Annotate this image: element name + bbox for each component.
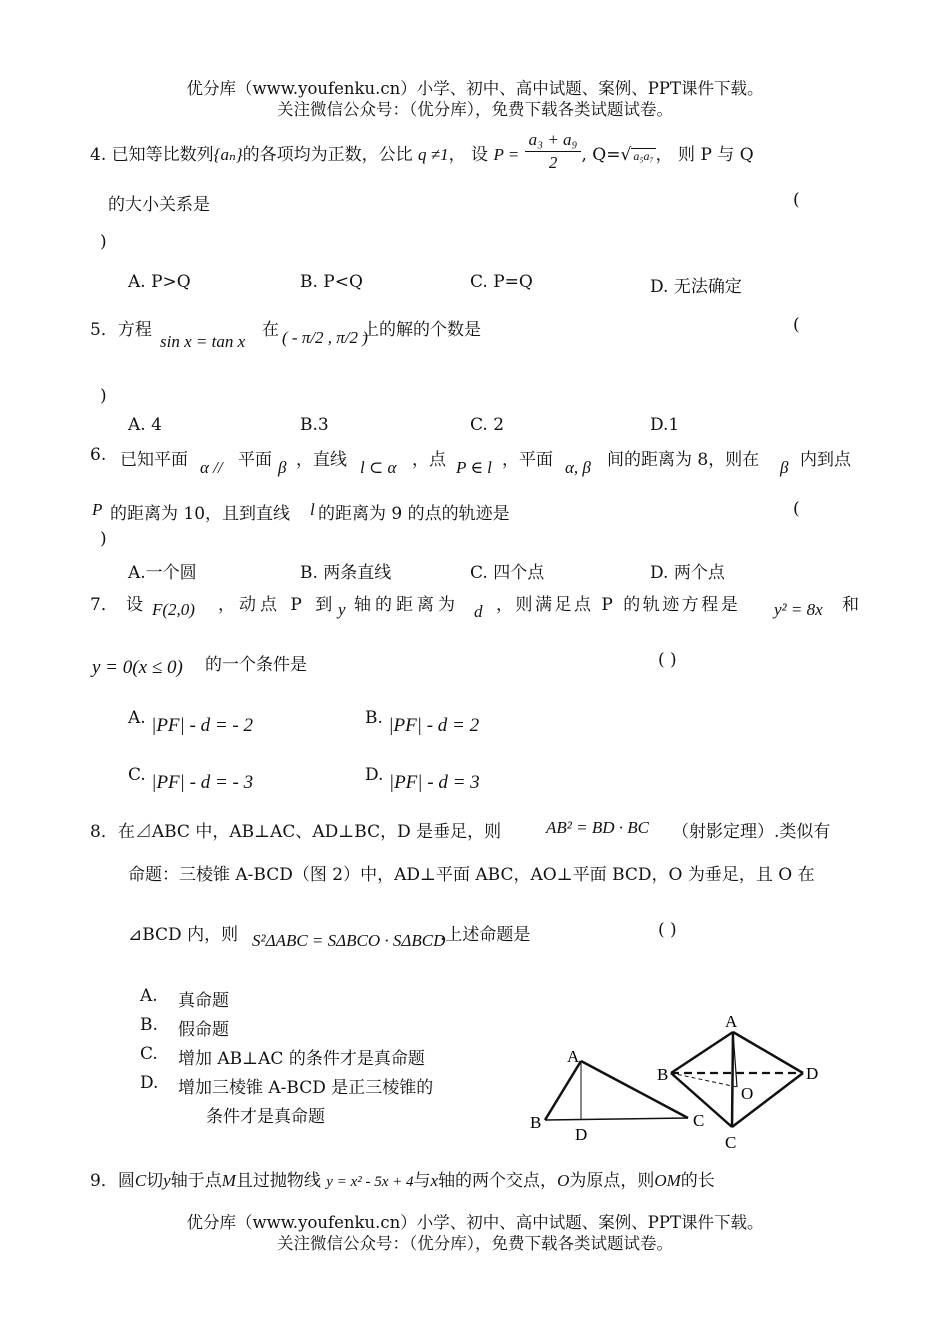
- q8-line-2: 命题：三棱锥 A-BCD（图 2）中，AD⊥平面 ABC，AO⊥平面 BCD，O 为垂足，且 O 在: [128, 865, 815, 885]
- q6-text-3: ，直线: [296, 450, 347, 470]
- q7-option-a-label: A.: [128, 708, 146, 728]
- q6-paren-open: (: [793, 499, 800, 519]
- q4-frac-den: 2: [548, 153, 558, 172]
- tetrahedron-figure: [657, 1012, 818, 1152]
- q7-d: d: [474, 602, 483, 621]
- q6-option-c: C. 四个点: [470, 563, 545, 583]
- tri-edge-ab: [545, 1061, 581, 1120]
- q6-beta: β: [278, 458, 287, 477]
- q8-option-a: [140, 986, 229, 1011]
- q8-eq2: S²ΔABC = SΔBCO · SΔBCD: [252, 931, 446, 950]
- q4-ratio-condition: q ≠1: [418, 145, 449, 164]
- q6-beta-2: β: [780, 458, 789, 477]
- q6-paren-close: ): [100, 529, 107, 549]
- q8-option-c: [140, 1044, 425, 1069]
- q4-sqrt: a₅a₇: [633, 149, 654, 163]
- q7-option-c: [128, 764, 254, 793]
- q7-option-b: [365, 707, 480, 736]
- q4-q-def: , Q=: [581, 145, 621, 165]
- q4-text-2: 的各项均为正数，公比: [242, 145, 413, 165]
- question-9: [90, 1166, 715, 1191]
- q6-text-1: 已知平面: [120, 450, 188, 470]
- q9-om: OM: [654, 1171, 681, 1190]
- q7-text-2: ，动点 P 到: [218, 595, 337, 615]
- tri-label-a: A: [567, 1047, 580, 1066]
- tri-label-b: B: [530, 1113, 542, 1132]
- q5-text-3: 上的解的个数是: [362, 320, 481, 340]
- q8-text-2: （射影定理）.类似有: [672, 822, 831, 842]
- q4-option-c: C. P=Q: [470, 272, 533, 292]
- tet-label-b: B: [657, 1065, 669, 1084]
- q8-option-c-text: 增加 AB⊥AC 的条件才是真命题: [178, 1049, 425, 1069]
- q9-parabola: y = x² - 5x + 4: [326, 1174, 414, 1190]
- q8-option-a-text: 真命题: [178, 991, 229, 1011]
- tet-edge-ad: [733, 1032, 803, 1073]
- q7-text-6: 的一个条件是: [205, 655, 307, 675]
- q8-eq1: AB² = BD · BC: [546, 818, 649, 837]
- q5-paren-open: (: [793, 315, 800, 335]
- q7-text-1: 设: [126, 595, 143, 615]
- q8-text-1: 在⊿ABC 中，AB⊥AC、AD⊥BC，D 是垂足，则: [117, 822, 502, 842]
- q9-c: C: [134, 1171, 147, 1190]
- q6-l2: l: [310, 500, 315, 519]
- q7-option-a-expr: |PF| - d = - 2: [151, 715, 253, 736]
- q4-line-2: 的大小关系是: [108, 195, 210, 215]
- q4-paren-close: ): [100, 232, 107, 252]
- q8-option-c-label: C.: [140, 1044, 158, 1064]
- q7-y: y: [338, 600, 346, 619]
- q9-number: 9．: [90, 1171, 118, 1191]
- q7-option-a: [128, 707, 253, 736]
- q7-option-d: [365, 764, 480, 793]
- q9-text-2: 切: [146, 1171, 164, 1191]
- header-line-2: 关注微信公众号：（优分库），免费下载各类试题试卷。: [277, 100, 673, 119]
- q6-line-l: l ⊂ α: [360, 458, 397, 477]
- q5-equation: sin x = tan x: [160, 332, 246, 351]
- q6-option-a: A.一个圆: [128, 563, 197, 583]
- q8-option-b-text: 假命题: [178, 1020, 229, 1040]
- q6-line-2: 的距离为 10，且到直线: [110, 504, 291, 524]
- q5-interval: ( - π/2 , π/2 ): [282, 328, 368, 347]
- q9-x: x: [430, 1171, 439, 1190]
- footer-line-1: 优分库（www.youfenku.cn）小学、初中、高中试题、案例、PPT课件下载。: [186, 1213, 764, 1232]
- q6-line-2b: 的距离为 9 的点的轨迹是: [318, 504, 510, 524]
- q7-option-b-expr: |PF| - d = 2: [388, 715, 480, 736]
- tri-label-d: D: [575, 1125, 588, 1144]
- q9-text-4: 且过抛物线: [235, 1171, 321, 1191]
- q8-line-1: [90, 817, 501, 842]
- q8-option-b: [140, 1015, 229, 1040]
- tet-label-d: D: [806, 1064, 819, 1083]
- q5-text: 方程: [117, 320, 152, 340]
- q8-option-d-label: D.: [140, 1073, 159, 1093]
- q6-text-5: ，平面: [502, 450, 553, 470]
- q7-option-c-expr: |PF| - d = - 3: [151, 772, 254, 793]
- q6-number: 6.: [90, 445, 107, 465]
- q8-figure: [525, 1005, 835, 1155]
- q6-p: P: [92, 500, 103, 519]
- q6-text-2: 平面: [238, 450, 272, 470]
- q4-p-var: P =: [493, 145, 520, 164]
- q6-option-b: B. 两条直线: [300, 563, 392, 583]
- q7-focus: F(2,0): [152, 600, 195, 619]
- q5-text-2: 在: [262, 320, 279, 340]
- q5-number: 5．: [90, 320, 118, 340]
- q4-fraction: [525, 129, 582, 174]
- q9-m: M: [221, 1171, 236, 1190]
- tet-segment-bo: [671, 1073, 737, 1087]
- q9-text-6: 轴的两个交点，: [438, 1171, 558, 1191]
- q7-text-4: ，则满足点 P 的轨迹方程是: [496, 595, 741, 615]
- tri-label-c: C: [693, 1111, 705, 1130]
- tet-label-c: C: [725, 1133, 737, 1152]
- q7-option-b-label: B.: [365, 708, 383, 728]
- q6-option-d: D. 两个点: [650, 563, 725, 583]
- q7-eq1: y² = 8x: [774, 600, 823, 619]
- q8-option-d: [140, 1073, 434, 1098]
- q9-text-5: 与: [413, 1171, 431, 1191]
- tri-edge-ac: [581, 1061, 688, 1118]
- q6-alpha: α //: [200, 458, 223, 477]
- q4-option-d: D. 无法确定: [650, 277, 742, 297]
- q9-text-7: 为原点，则: [569, 1171, 655, 1191]
- q4-option-b: B. P<Q: [300, 272, 363, 292]
- footer-line-2: 关注微信公众号：（优分库），免费下载各类试题试卷。: [277, 1234, 673, 1253]
- q7-text-5: 和: [842, 595, 859, 615]
- q8-option-d-cont: 条件才是真命题: [206, 1107, 325, 1127]
- q8-option-a-label: A.: [140, 986, 158, 1006]
- q5-option-d: D.1: [650, 415, 680, 435]
- q7-option-d-label: D.: [365, 765, 384, 785]
- tri-edge-bc: [545, 1118, 688, 1120]
- q9-text-1: 圆: [117, 1171, 135, 1191]
- header-line-1: 优分库（www.youfenku.cn）小学、初中、高中试题、案例、PPT课件下载。: [186, 79, 764, 98]
- tet-edge-ac: [732, 1032, 733, 1127]
- q6-point-p: P ∈ l: [456, 458, 492, 477]
- q6-text-4: ，点: [412, 450, 446, 470]
- q5-line-1: [90, 315, 152, 340]
- q7-number: 7．: [90, 595, 118, 615]
- q4-number: 4.: [90, 145, 107, 165]
- q9-o: O: [557, 1171, 570, 1190]
- q6-text-7: 内到点: [800, 450, 851, 470]
- q4-text-3: ， 设: [448, 145, 489, 165]
- q6-alpha-beta: α, β: [565, 458, 591, 477]
- q5-paren-close: ): [100, 386, 107, 406]
- q8-paren: ( ): [658, 920, 677, 940]
- q4-text: 已知等比数列: [111, 145, 214, 165]
- q6-text-6: 间的距离为 8，则在: [607, 450, 760, 470]
- q8-option-d-text: 增加三棱锥 A-BCD 是正三棱锥的: [178, 1078, 434, 1098]
- q8-line-3b: .上述命题是: [440, 925, 531, 945]
- q7-text-3: 轴的距离为: [354, 595, 459, 615]
- q4-sequence: {aₙ}: [213, 145, 243, 164]
- q4-line-1: 4. 已知等比数列{aₙ}的各项均为正数，公比 q ≠1， 设 P = $\frac{\text{a₃ + a₉}}{2}$ , Q=√ a₅a₇ ， 则 P 与 Q: [90, 130, 754, 172]
- q4-paren-open: (: [793, 190, 800, 210]
- q7-paren: ( ): [658, 650, 677, 670]
- q4-frac-num: a₃ + a₉: [525, 129, 582, 152]
- q7-eq2: y = 0(x ≤ 0): [92, 657, 183, 678]
- tet-edge-ab: [671, 1032, 733, 1073]
- q7-option-d-expr: |PF| - d = 3: [388, 772, 480, 793]
- triangle-figure: [530, 1047, 704, 1144]
- q9-text-8: 的长: [680, 1171, 715, 1191]
- q8-line-3a: ⊿BCD 内，则: [128, 925, 239, 945]
- q5-option-b: B.3: [300, 415, 329, 435]
- q8-option-b-label: B.: [140, 1015, 158, 1035]
- q7-option-c-label: C.: [128, 765, 146, 785]
- q9-text-3: 轴于点: [170, 1171, 222, 1191]
- q4-option-a: A. P>Q: [128, 272, 191, 292]
- tet-label-a: A: [725, 1012, 738, 1031]
- tet-label-o: O: [741, 1084, 754, 1103]
- q5-option-c: C. 2: [470, 415, 505, 435]
- q9-y: y: [163, 1171, 171, 1190]
- q8-number: 8．: [90, 822, 118, 842]
- q5-option-a: A. 4: [128, 415, 162, 435]
- q4-text-4: ， 则 P 与 Q: [655, 145, 754, 165]
